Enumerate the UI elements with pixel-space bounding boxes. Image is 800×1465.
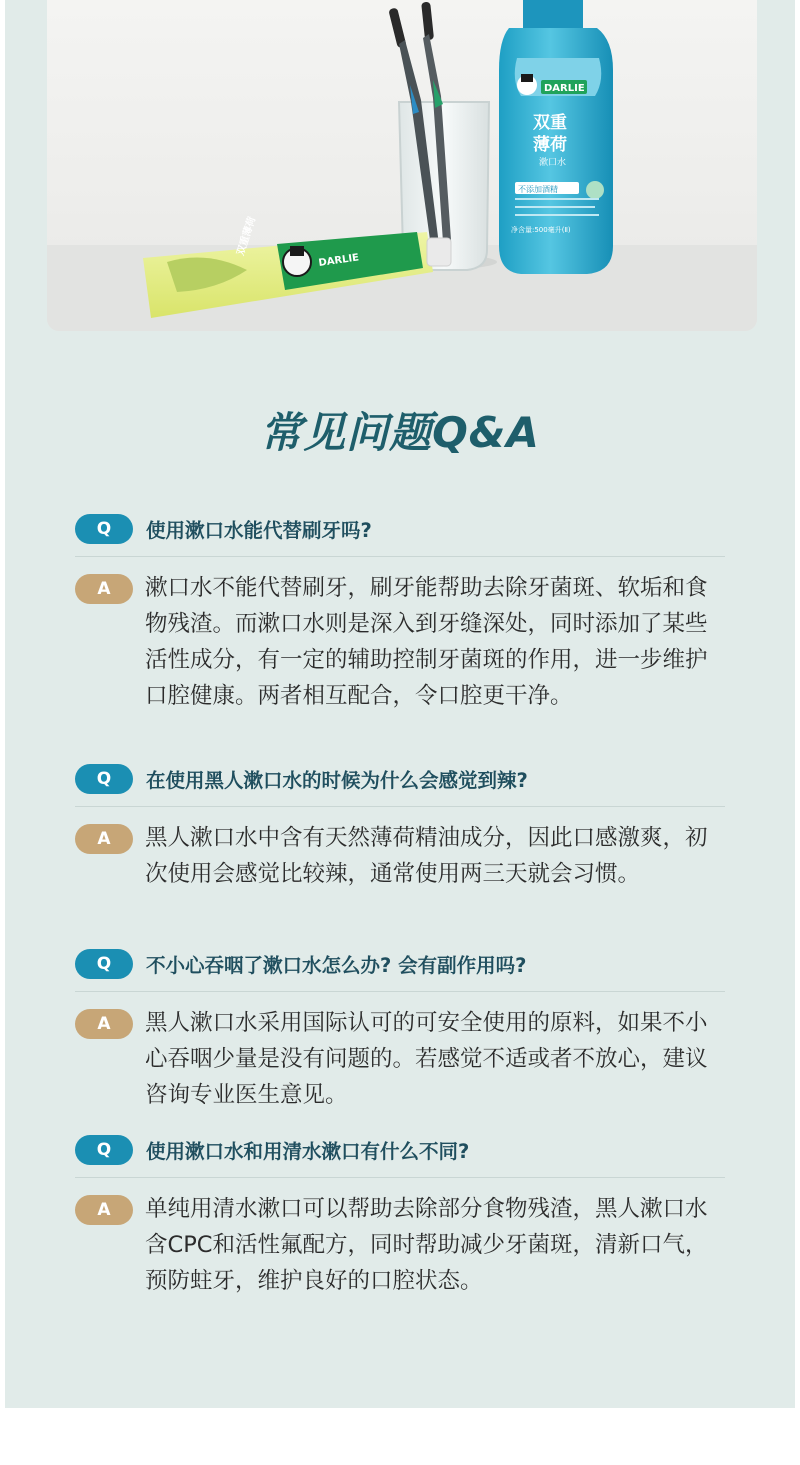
faq-question: 在使用黑人漱口水的时候为什么会感觉到辣? bbox=[146, 769, 528, 792]
answer-badge: A bbox=[75, 1009, 133, 1039]
question-badge: Q bbox=[75, 764, 133, 794]
question-badge: Q bbox=[75, 949, 133, 979]
divider bbox=[75, 806, 725, 807]
question-badge: Q bbox=[75, 1135, 133, 1165]
mouthwash-name-line2: 薄荷 bbox=[533, 135, 567, 155]
divider bbox=[75, 991, 725, 992]
mouthwash-brand-label: DARLIE bbox=[544, 83, 585, 94]
faq-answer-row bbox=[75, 1191, 725, 1299]
faq-answer-row bbox=[75, 570, 725, 714]
mouthwash-name-line1: 双重 bbox=[533, 113, 567, 133]
page bbox=[5, 0, 795, 1408]
faq-question: 不小心吞咽了漱口水怎么办? 会有副作用吗? bbox=[146, 954, 527, 977]
divider bbox=[75, 556, 725, 557]
mouthwash-bottle bbox=[499, 0, 613, 274]
faq-item bbox=[75, 1133, 725, 1299]
faq-answer: 单纯用清水漱口可以帮助去除部分食物残渣，黑人漱口水含CPC和活性氟配方，同时帮助减少牙菌斑，清新口气，预防蛀牙，维护良好的口腔状态。 bbox=[145, 1196, 708, 1294]
faq-section-title: 常见问题Q&A bbox=[260, 408, 540, 457]
faq-question-row bbox=[75, 1133, 725, 1167]
answer-badge: A bbox=[75, 1195, 133, 1225]
faq-answer-row bbox=[75, 1005, 725, 1113]
toothpaste-name-label: 双重薄荷 bbox=[235, 215, 259, 257]
answer-badge: A bbox=[75, 824, 133, 854]
faq-answer: 漱口水不能代替刷牙，刷牙能帮助去除牙菌斑、软垢和食物残渣。而漱口水则是深入到牙缝深处，同时添加了某些活性成分，有一定的辅助控制牙菌斑的作用，进一步维护口腔健康。两者相互配合，令口腔更干净。 bbox=[145, 575, 708, 709]
faq-question: 使用漱口水能代替刷牙吗? bbox=[146, 519, 372, 542]
faq-item bbox=[75, 512, 725, 714]
mouthwash-type-label: 漱口水 bbox=[539, 158, 567, 168]
faq-question: 使用漱口水和用清水漱口有什么不同? bbox=[146, 1140, 470, 1163]
mouthwash-claim-label: 不添加酒精 bbox=[518, 185, 558, 194]
product-illustration bbox=[47, 0, 757, 331]
faq-item bbox=[75, 947, 725, 1113]
faq-question-row bbox=[75, 762, 725, 796]
question-badge: Q bbox=[75, 514, 133, 544]
product-photo bbox=[47, 0, 757, 331]
faq-answer: 黑人漱口水中含有天然薄荷精油成分，因此口感激爽，初次使用会感觉比较辣，通常使用两三天就会习惯。 bbox=[145, 825, 708, 887]
faq-answer-row bbox=[75, 820, 725, 892]
toothpaste-brand-label: DARLIE bbox=[317, 252, 360, 269]
faq-question-row bbox=[75, 512, 725, 546]
faq-question-row bbox=[75, 947, 725, 981]
mouthwash-volume-label: 净含量:500毫升(Ⅱ) bbox=[511, 226, 571, 234]
faq-answer: 黑人漱口水采用国际认可的可安全使用的原料，如果不小心吞咽少量是没有问题的。若感觉不适或者不放心，建议咨询专业医生意见。 bbox=[145, 1010, 708, 1108]
faq-item bbox=[75, 762, 725, 892]
divider bbox=[75, 1177, 725, 1178]
answer-badge: A bbox=[75, 574, 133, 604]
